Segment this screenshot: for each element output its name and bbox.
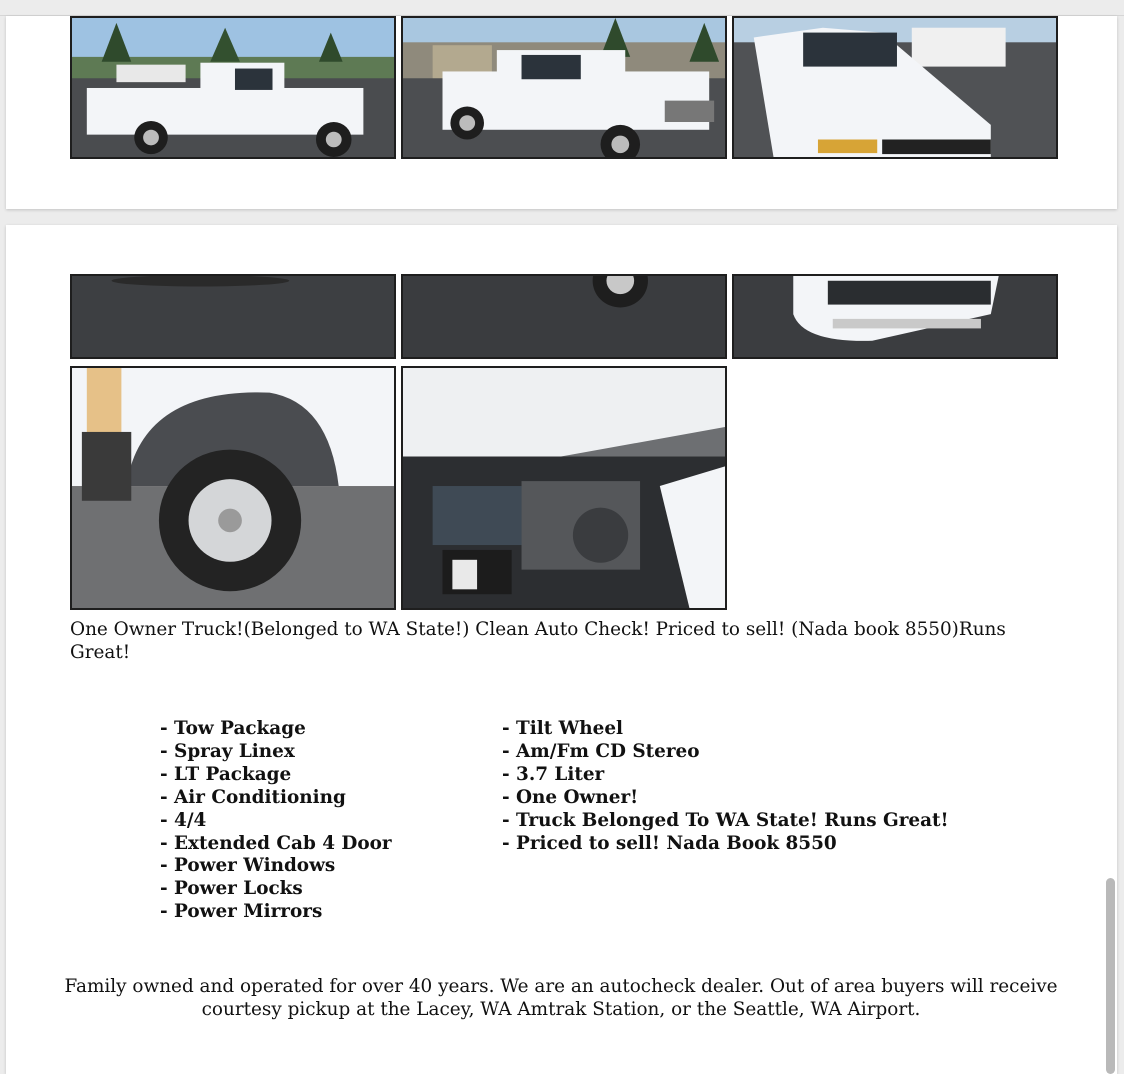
vehicle-details-card — [6, 225, 1117, 1074]
photo-truck-hood[interactable] — [732, 16, 1058, 159]
photo-engine-bay[interactable] — [401, 366, 727, 610]
feature-item: - One Owner! — [502, 786, 639, 808]
photo-gallery-card — [6, 16, 1117, 209]
photo-truck-side[interactable] — [70, 16, 396, 159]
feature-item: - Tow Package — [160, 718, 306, 739]
vehicle-description: One Owner Truck!(Belonged to WA State!) Clean Auto Check! Priced to sell! (Nada book 8550)Runs Great! — [70, 619, 1006, 663]
dealer-footer-note: Family owned and operated for over 40 years. We are an autocheck dealer. Out of area buyers will receive courtesy pickup at the Lacey, WA Amtrak Station, or the Seattle, WA Airport. — [64, 976, 1058, 1020]
photo-pavement-crop[interactable] — [70, 274, 396, 359]
feature-item: - Tilt Wheel — [502, 718, 624, 739]
feature-item: - Air Conditioning — [160, 786, 346, 808]
photo-front-bumper-crop[interactable] — [732, 274, 1058, 359]
feature-item: - Power Mirrors — [160, 901, 323, 923]
feature-item: - 3.7 Liter — [502, 763, 605, 785]
feature-item: - Spray Linex — [160, 740, 295, 762]
feature-item: - LT Package — [160, 763, 292, 785]
page-scrollbar[interactable] — [1106, 878, 1115, 1074]
feature-item: - Extended Cab 4 Door — [160, 832, 392, 854]
photo-truck-front-quarter[interactable] — [401, 16, 727, 159]
feature-item: - Power Windows — [160, 855, 336, 877]
photo-front-wheel[interactable] — [70, 366, 396, 610]
feature-item: - Am/Fm CD Stereo — [502, 740, 700, 762]
feature-item: - Power Locks — [160, 878, 303, 900]
feature-item: - Truck Belonged To WA State! Runs Great! — [502, 809, 949, 831]
photo-wheel-crop[interactable] — [401, 274, 727, 359]
feature-item: - 4/4 — [160, 809, 207, 831]
feature-list-right — [502, 718, 949, 855]
feature-item: - Priced to sell! Nada Book 8550 — [502, 832, 837, 854]
feature-list-left — [160, 718, 392, 924]
